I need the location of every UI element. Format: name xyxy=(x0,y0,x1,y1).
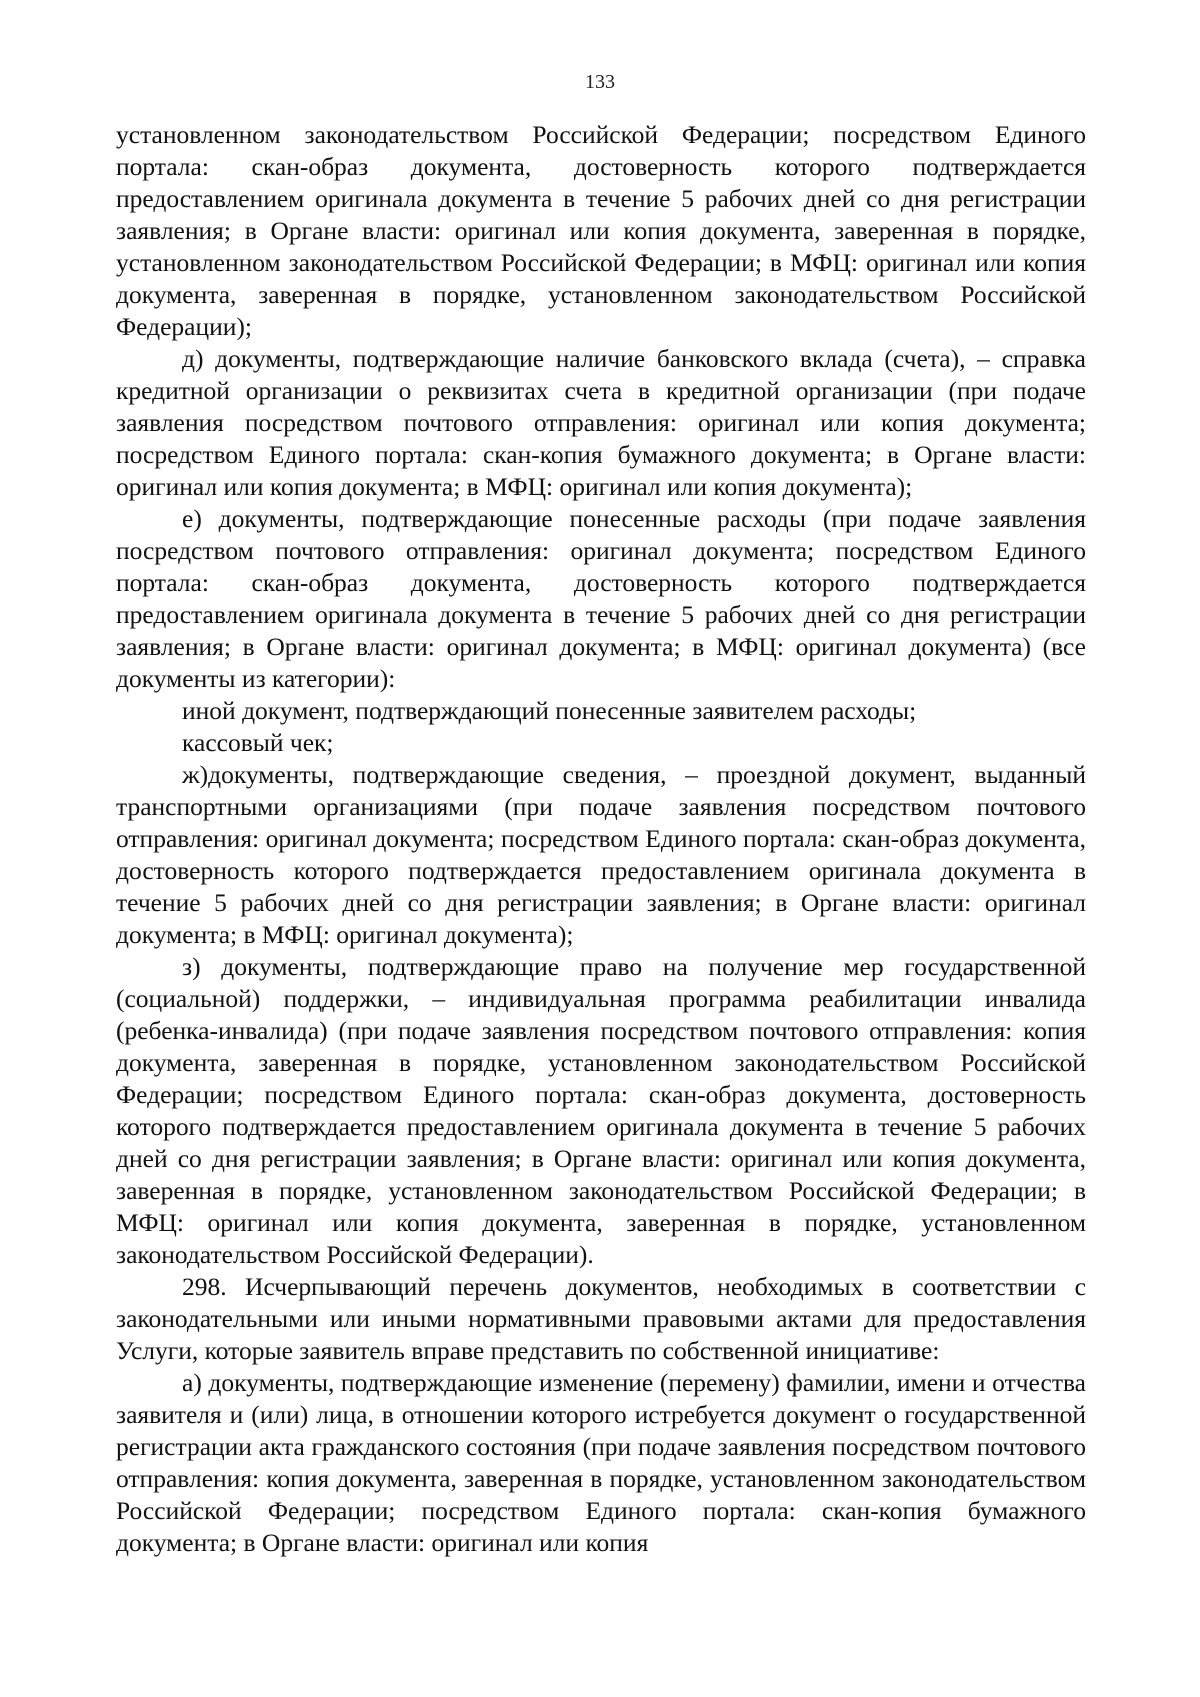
paragraph-continuation: установленном законодательством Российской Федерации; посредством Единого портала: скан-образ документа, достоверность которого подтверждается предоставлением оригинала документа в течение 5 рабочих дней со дня регистрации заявления; в Органе власти: оригинал или копия документа, заверенная в порядке, установленном законодательством Российской Федерации; в МФЦ: оригинал или копия документа, заверенная в порядке, установленном законодательством Российской Федерации); xyxy=(116,120,1086,341)
paragraph-item-z: з) документы, подтверждающие право на получение мер государственной (социальной) поддержки, – индивидуальная программа реабилитации инвалида (ребенка-инвалида) (при подаче заявления посредством почтового отправления: копия документа, заверенная в порядке, установленном законодательством Российской Федерации; посредством Единого портала: скан-образ документа, достоверность которого подтверждается предоставлением оригинала документа в течение 5 рабочих дней со дня регистрации заявления; в Органе власти: оригинал или копия документа, заверенная в порядке, установленном законодательством Российской Федерации; в МФЦ: оригинал или копия документа, заверенная в порядке, установленном законодательством Российской Федерации). xyxy=(116,952,1086,1269)
document-body xyxy=(116,119,1086,1559)
paragraph-subitem-other-document: иной документ, подтверждающий понесенные заявителем расходы; xyxy=(182,696,917,725)
paragraph-item-d: д) документы, подтверждающие наличие банковского вклада (счета), – справка кредитной организации о реквизитах счета в кредитной организации (при подаче заявления посредством почтового отправления: оригинал или копия документа; посредством Единого портала: скан-копия бумажного документа; в Органе власти: оригинал или копия документа; в МФЦ: оригинал или копия документа); xyxy=(116,344,1086,501)
paragraph-clause-298: 298. Исчерпывающий перечень документов, необходимых в соответствии с законодательными или иными нормативными правовыми актами для предоставления Услуги, которые заявитель вправе представить по собственной инициативе: xyxy=(116,1272,1086,1365)
paragraph-subitem-cash-receipt: кассовый чек; xyxy=(182,728,334,757)
paragraph-item-a: а) документы, подтверждающие изменение (перемену) фамилии, имени и отчества заявителя и (или) лица, в отношении которого истребуется документ о государственной регистрации акта гражданского состояния (при подаче заявления посредством почтового отправления: копия документа, заверенная в порядке, установленном законодательством Российской Федерации; посредством Единого портала: скан-копия бумажного документа; в Органе власти: оригинал или копия xyxy=(116,1368,1086,1557)
paragraph-item-e: е) документы, подтверждающие понесенные расходы (при подаче заявления посредством почтового отправления: оригинал документа; посредством Единого портала: скан-образ документа, достоверность которого подтверждается предоставлением оригинала документа в течение 5 рабочих дней со дня регистрации заявления; в Органе власти: оригинал документа; в МФЦ: оригинал документа) (все документы из категории): xyxy=(116,504,1086,693)
paragraph-item-zh: ж)документы, подтверждающие сведения, – проездной документ, выданный транспортными организациями (при подаче заявления посредством почтового отправления: оригинал документа; посредством Единого портала: скан-образ документа, достоверность которого подтверждается предоставлением оригинала документа в течение 5 рабочих дней со дня регистрации заявления; в Органе власти: оригинал документа; в МФЦ: оригинал документа); xyxy=(116,760,1086,949)
page-number: 133 xyxy=(585,71,615,93)
